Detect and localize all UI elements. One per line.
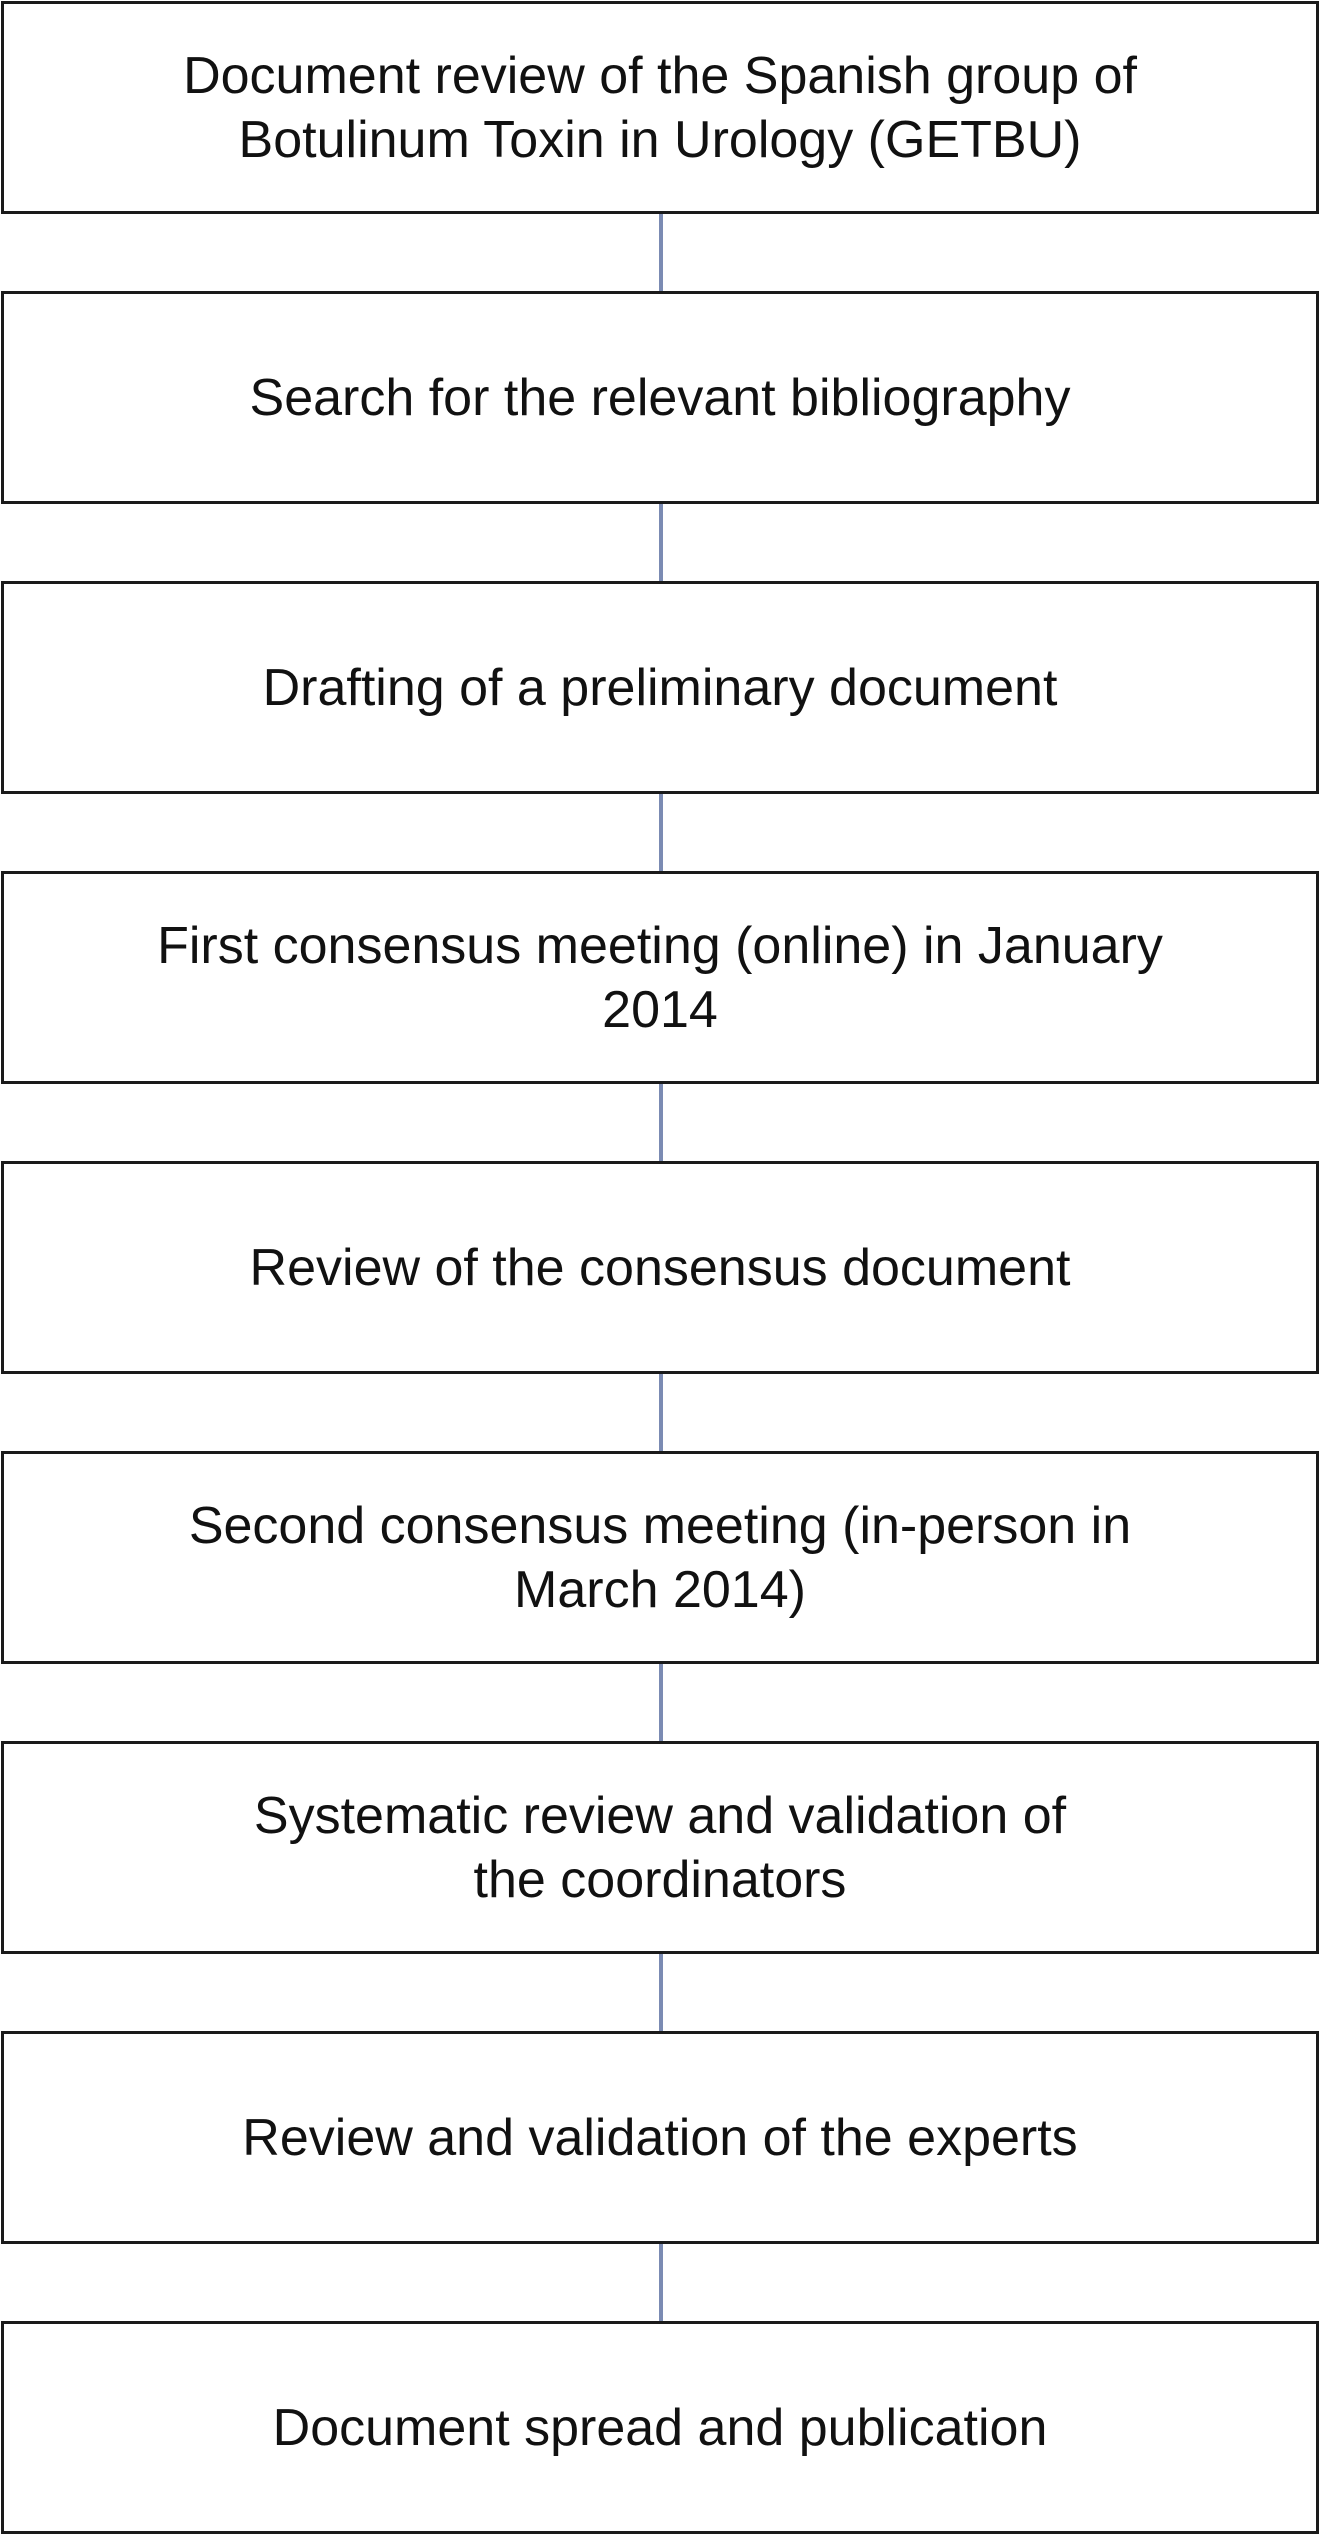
step-3-box [1, 581, 1319, 794]
step-5-label: Review of the consensus document [249, 1238, 1071, 1297]
step-6-box [1, 1451, 1319, 1664]
step-8-label: Review and validation of the experts [242, 2108, 1078, 2167]
step-4-label: First consensus meeting (online) in January 2014 [157, 916, 1163, 1039]
step-7-box [1, 1741, 1319, 1954]
step-2-box [1, 291, 1319, 504]
step-6-label: Second consensus meeting (in-person in March 2014) [188, 1496, 1132, 1619]
step-7-label: Systematic review and validation of the coordinators [253, 1786, 1067, 1909]
connector-6-7 [659, 1664, 663, 1741]
step-4-box [1, 871, 1319, 1084]
connector-3-4 [659, 794, 663, 871]
step-3-label: Drafting of a preliminary document [262, 658, 1058, 717]
connector-4-5 [659, 1084, 663, 1161]
connector-5-6 [659, 1374, 663, 1451]
connector-2-3 [659, 504, 663, 581]
step-1-label: Document review of the Spanish group of Botulinum Toxin in Urology (GETBU) [183, 46, 1137, 169]
step-5-box [1, 1161, 1319, 1374]
step-1-box [1, 1, 1319, 214]
step-2-label: Search for the relevant bibliography [249, 368, 1071, 427]
connector-8-9 [659, 2244, 663, 2321]
connector-1-2 [659, 214, 663, 291]
connector-7-8 [659, 1954, 663, 2031]
step-9-box [1, 2321, 1319, 2534]
step-9-label: Document spread and publication [272, 2398, 1048, 2457]
step-8-box [1, 2031, 1319, 2244]
